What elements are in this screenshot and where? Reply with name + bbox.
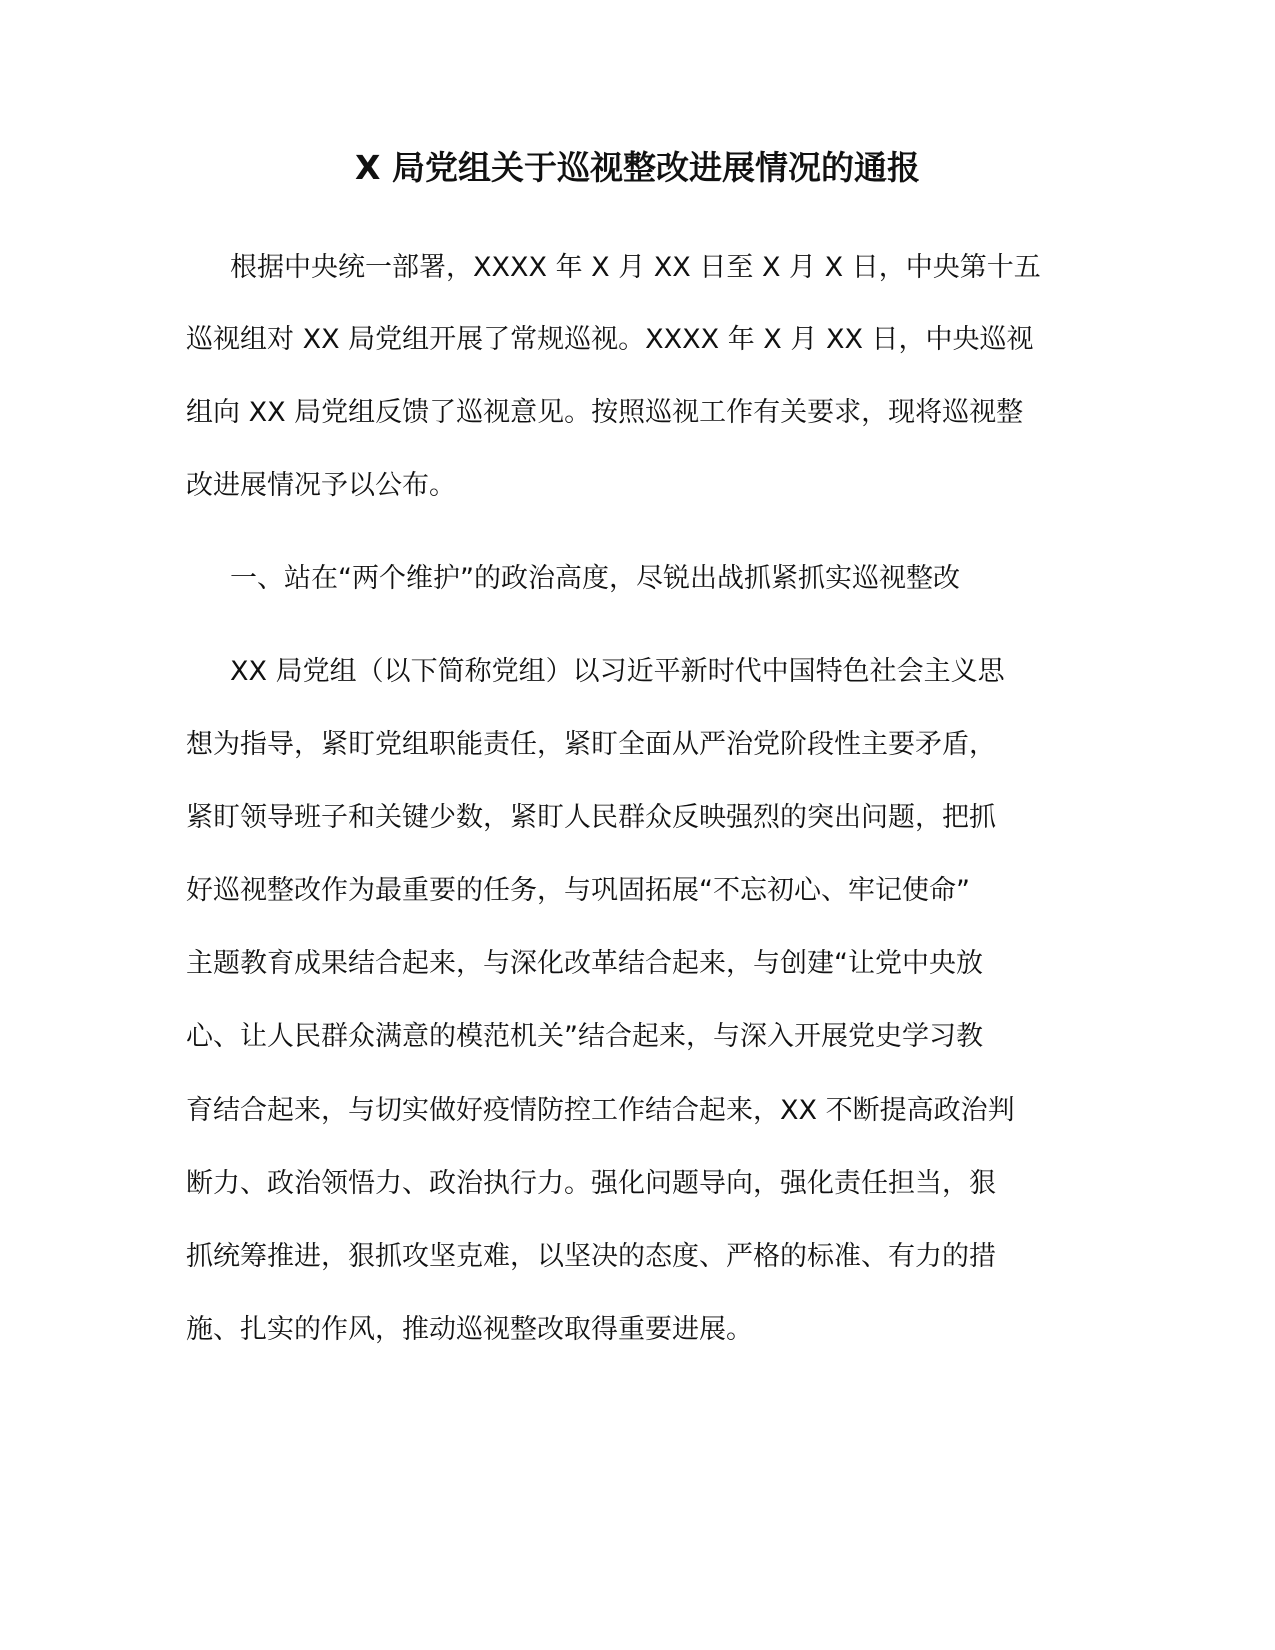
intro-line: 改进展情况予以公布。 bbox=[186, 470, 456, 501]
body-line: 心、让人民群众满意的模范机关”结合起来，与深入开展党史学习教 bbox=[186, 1021, 983, 1052]
document-title: X 局党组关于巡视整改进展情况的通报 bbox=[355, 148, 920, 187]
intro-line: 巡视组对 XX 局党组开展了常规巡视。XXXX 年 X 月 XX 日，中央巡视 bbox=[186, 324, 1034, 355]
body-line: 断力、政治领悟力、政治执行力。强化问题导向，强化责任担当，狠 bbox=[186, 1168, 996, 1199]
body-line: 抓统筹推进，狠抓攻坚克难，以坚决的态度、严格的标准、有力的措 bbox=[186, 1241, 996, 1272]
body-line: 紧盯领导班子和关键少数，紧盯人民群众反映强烈的突出问题，把抓 bbox=[186, 802, 996, 833]
body-line: XX 局党组（以下简称党组）以习近平新时代中国特色社会主义思 bbox=[230, 656, 1005, 687]
body-line: 主题教育成果结合起来，与深化改革结合起来，与创建“让党中央放 bbox=[186, 948, 983, 979]
section-heading: 一、站在“两个维护”的政治高度，尽锐出战抓紧抓实巡视整改 bbox=[230, 563, 960, 594]
body-line: 施、扎实的作风，推动巡视整改取得重要进展。 bbox=[186, 1314, 753, 1345]
intro-line: 根据中央统一部署，XXXX 年 X 月 XX 日至 X 月 X 日，中央第十五 bbox=[230, 252, 1041, 283]
body-line: 想为指导，紧盯党组职能责任，紧盯全面从严治党阶段性主要矛盾， bbox=[186, 729, 996, 760]
intro-line: 组向 XX 局党组反馈了巡视意见。按照巡视工作有关要求，现将巡视整 bbox=[186, 397, 1024, 428]
body-line: 好巡视整改作为最重要的任务，与巩固拓展“不忘初心、牢记使命” bbox=[186, 875, 970, 906]
body-line: 育结合起来，与切实做好疫情防控工作结合起来，XX 不断提高政治判 bbox=[186, 1095, 1015, 1126]
